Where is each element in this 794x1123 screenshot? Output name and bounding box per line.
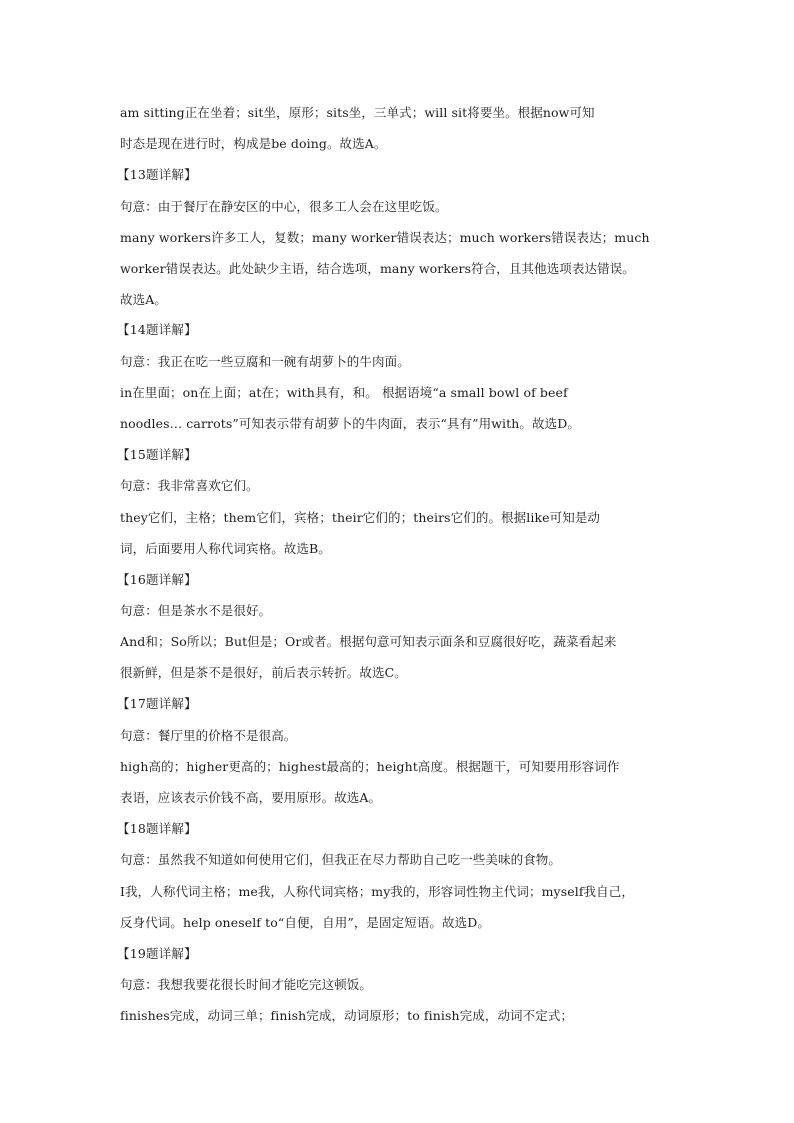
text-line: 句意：餐厅里的价格不是很高。 <box>120 728 297 743</box>
section-heading-13: 【13题详解】 <box>117 167 197 182</box>
text-line: And和；So所以；But但是；Or或者。根据句意可知表示面条和豆腐很好吃，蔬菜看起来 <box>120 634 617 649</box>
text-line: 反身代词。help oneself to“自便，自用”，是固定短语。故选D。 <box>120 915 490 930</box>
text-line: worker错误表达。此处缺少主语，结合选项，many workers符合，且其他选项表达错误。 <box>120 261 635 276</box>
text-line: 句意：我想我要花很长时间才能吃完这顿饭。 <box>120 977 373 992</box>
text-line: 时态是现在进行时，构成是be doing。故选A。 <box>120 136 387 151</box>
text-line: 词，后面要用人称代词宾格。故选B。 <box>120 541 331 556</box>
text-line: 句意：但是茶水不是很好。 <box>120 603 272 618</box>
text-line: finishes完成，动词三单；finish完成，动词原形；to finish完成，动词不定式； <box>120 1008 574 1023</box>
text-line: noodles… carrots”可知表示带有胡萝卜的牛肉面，表示“具有”用with。故选D。 <box>120 416 580 431</box>
section-heading-16: 【16题详解】 <box>117 572 197 587</box>
text-line: I我，人称代词主格；me我，人称代词宾格；my我的，形容词性物主代词；myself我自己， <box>120 884 634 899</box>
text-line: high高的；higher更高的；highest最高的；height高度。根据题干，可知要用形容词作 <box>120 759 620 774</box>
section-heading-19: 【19题详解】 <box>117 946 197 961</box>
text-line: many workers许多工人，复数；many worker错误表达；much workers错误表达；much <box>120 230 650 245</box>
section-heading-15: 【15题详解】 <box>117 447 197 462</box>
text-line: 句意：我正在吃一些豆腐和一碗有胡萝卜的牛肉面。 <box>120 354 410 369</box>
text-line: 句意：我非常喜欢它们。 <box>120 478 259 493</box>
text-line: 句意：虽然我不知道如何使用它们，但我正在尽力帮助自己吃一些美味的食物。 <box>120 852 562 867</box>
text-line: 表语，应该表示价钱不高，要用原形。故选A。 <box>120 790 382 805</box>
section-heading-17: 【17题详解】 <box>117 696 197 711</box>
text-line: 故选A。 <box>120 292 167 307</box>
text-line: 很新鲜，但是茶不是很好，前后表示转折。故选C。 <box>120 665 407 680</box>
text-line: they它们，主格；them它们，宾格；their它们的；theirs它们的。根据like可知是动 <box>120 510 601 525</box>
section-heading-14: 【14题详解】 <box>117 322 197 337</box>
text-line: in在里面；on在上面；at在；with具有，和。 根据语境“a small bowl of beef <box>120 385 568 400</box>
text-line: 句意：由于餐厅在静安区的中心，很多工人会在这里吃饭。 <box>120 199 448 214</box>
section-heading-18: 【18题详解】 <box>117 821 197 836</box>
text-line: am sitting正在坐着；sit坐，原形；sits坐，三单式；will sit将要坐。根据now可知 <box>120 105 595 120</box>
